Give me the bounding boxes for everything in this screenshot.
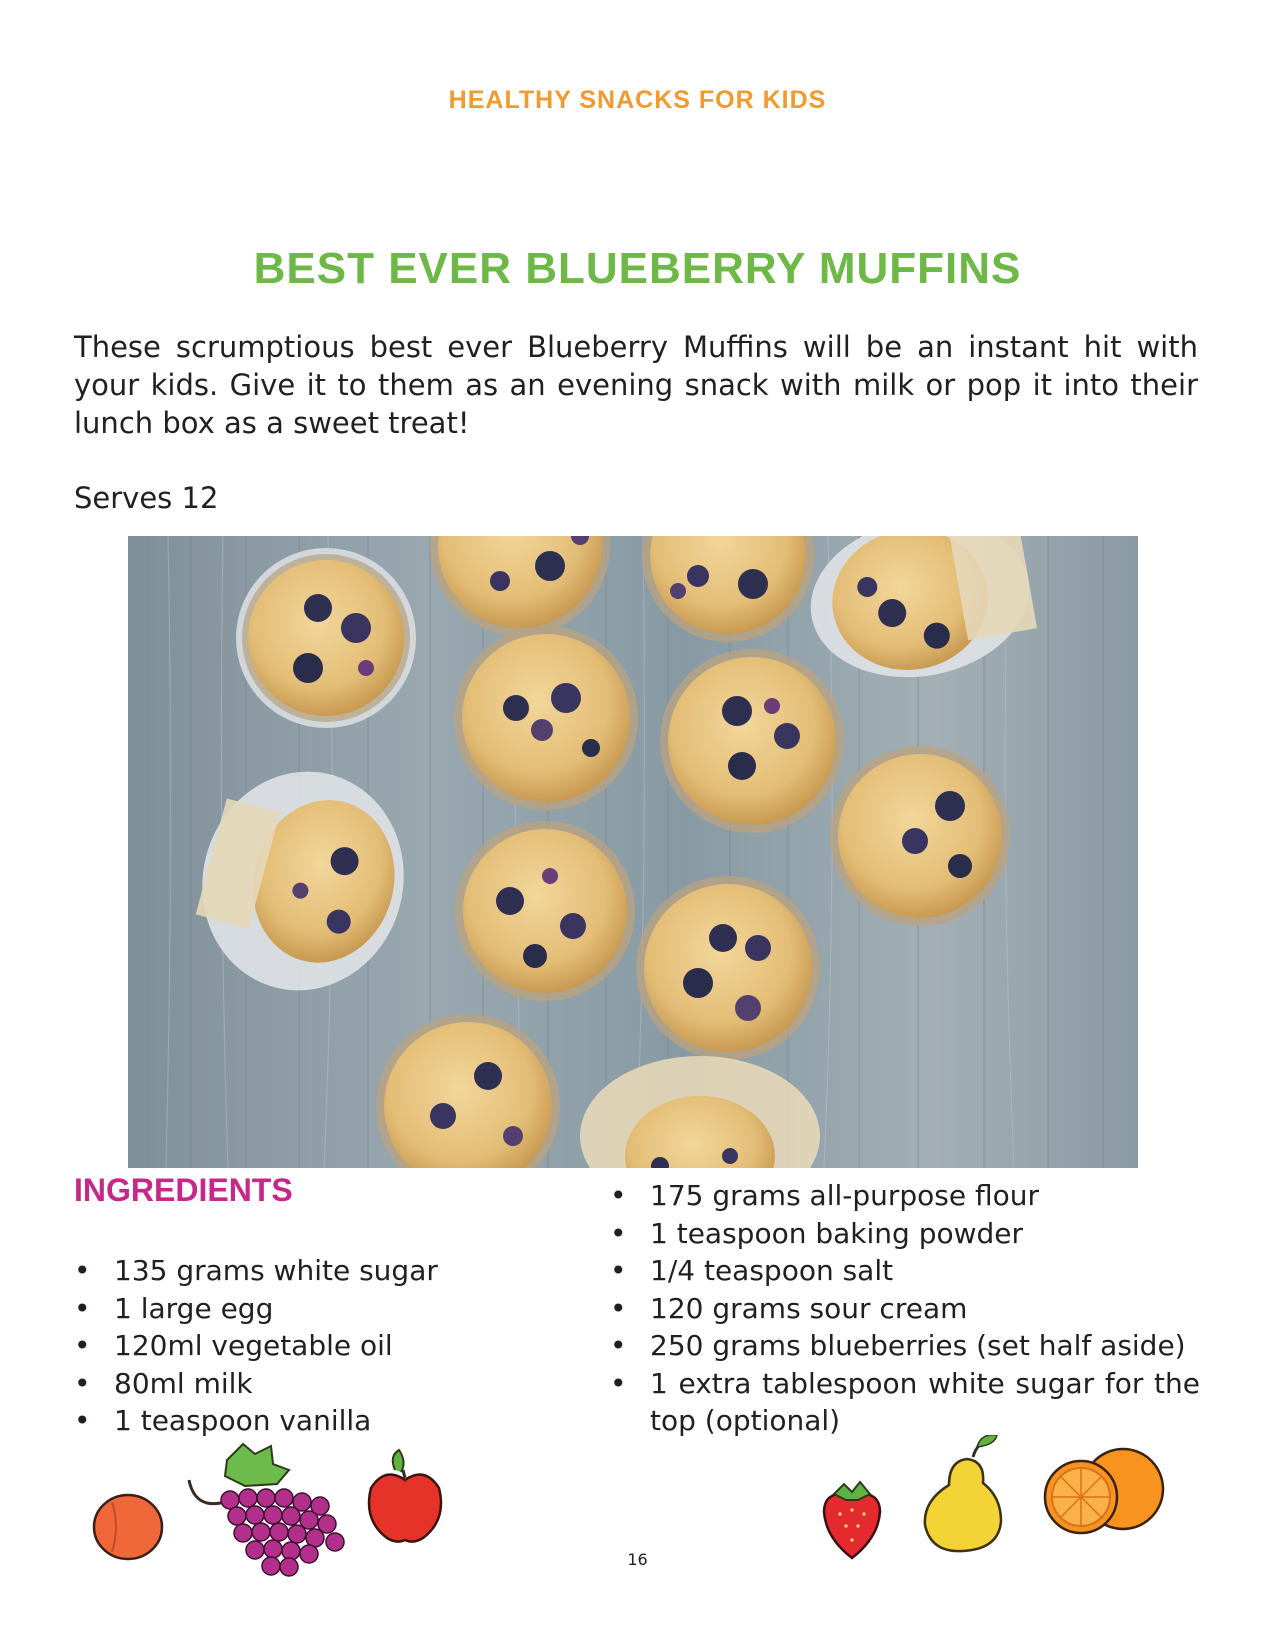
ingredients-list-right [610,1177,1200,1440]
running-head: HEALTHY SNACKS FOR KIDS [448,86,827,114]
muffins-photo [128,536,1138,1168]
list-item: • 1 extra tablespoon white sugar for the top (optional) [610,1365,1200,1440]
list-item: • 1 large egg [74,1290,544,1328]
pear-icon [915,1435,1010,1559]
list-item: • 120 grams sour cream [610,1290,1200,1328]
list-item: • 175 grams all-purpose flour [610,1177,1200,1215]
orange-icon [1035,1445,1170,1541]
list-item: • 135 grams white sugar [74,1252,544,1290]
recipe-title: BEST EVER BLUEBERRY MUFFINS [253,244,1022,293]
list-item: • 80ml milk [74,1365,544,1403]
recipe-intro: These scrumptious best ever Blueberry Muffins will be an instant hit with your kids. Give it to them as an evening snack with milk or pop it into their lunch box as a sweet treat! [74,330,1198,440]
list-item: • 250 grams blueberries (set half aside) [610,1327,1200,1365]
ingredients-heading: INGREDIENTS [74,1172,293,1208]
list-item: • 1/4 teaspoon salt [610,1252,1200,1290]
page-number: 16 [627,1550,648,1569]
list-item: • 1 teaspoon baking powder [610,1215,1200,1253]
serves-label: Serves 12 [74,481,219,515]
list-item: • 120ml vegetable oil [74,1327,544,1365]
list-item: • 1 teaspoon vanilla [74,1402,544,1440]
ingredients-list-left [74,1252,544,1440]
apple-icon [365,1448,445,1552]
